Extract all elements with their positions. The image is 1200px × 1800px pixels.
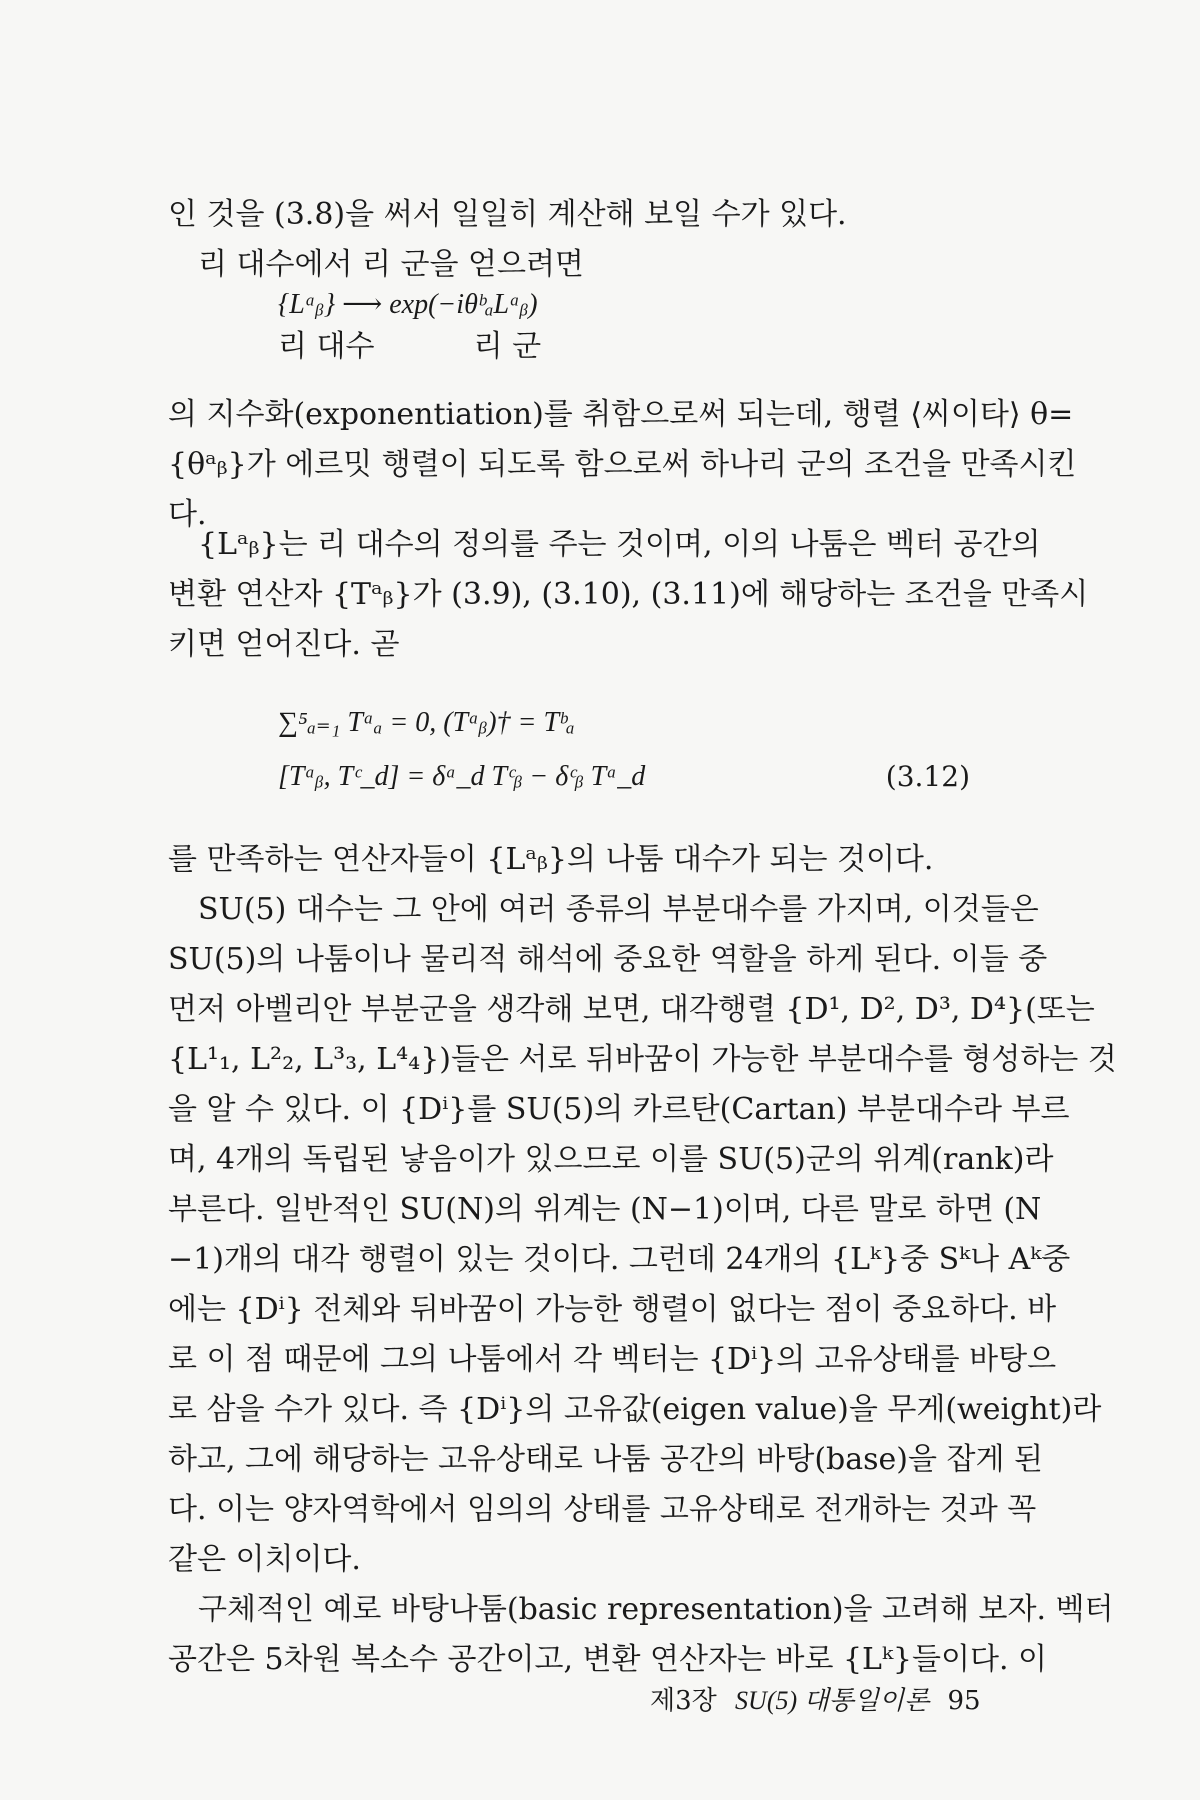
- text-line: 먼저 아벨리안 부분군을 생각해 보면, 대각행렬 {D¹, D², D³, D⁴}(또는: [168, 992, 1095, 1027]
- text-line: 공간은 5차원 복소수 공간이고, 변환 연산자는 바로 {Lᵏ}들이다. 이: [168, 1642, 1048, 1677]
- equation-row: {Lᵃᵦ} ⟶ exp(−iθᵇₐLᵃᵦ): [278, 289, 538, 320]
- text-line: SU(5) 대수는 그 안에 여러 종류의 부분대수를 가지며, 이것들은: [168, 892, 1039, 927]
- equation-number: (3.12): [885, 760, 970, 793]
- text-line: 부른다. 일반적인 SU(N)의 위계는 (N−1)이며, 다른 말로 하면 (N: [168, 1192, 1042, 1227]
- text-line: 다.: [168, 497, 207, 532]
- page-footer: [650, 1680, 1010, 1717]
- text-line: 하고, 그에 해당하는 고유상태로 나툼 공간의 바탕(base)을 잡게 된: [168, 1442, 1043, 1477]
- text-line: 를 만족하는 연산자들이 {Lᵃᵦ}의 나툼 대수가 되는 것이다.: [168, 842, 934, 877]
- text-line: 구체적인 예로 바탕나툼(basic representation)을 고려해 보자. 벡터: [168, 1592, 1114, 1627]
- chapter-title: SU(5) 대통일이론: [735, 1686, 930, 1715]
- text-line: SU(5)의 나툼이나 물리적 해석에 중요한 역할을 하게 된다. 이들 중: [168, 942, 1048, 977]
- caption-lie-algebra: 리 대수: [278, 329, 375, 364]
- text-line: 같은 이치이다.: [168, 1542, 361, 1577]
- definition-paragraph: [168, 520, 1089, 670]
- text-line: 며, 4개의 독립된 낳음이가 있으므로 이를 SU(5)군의 위계(rank)라: [168, 1142, 1054, 1177]
- text-line: 리 대수에서 리 군을 얻으려면: [168, 247, 584, 282]
- main-paragraph: [168, 835, 1117, 1685]
- text-line: 로 이 점 때문에 그의 나툼에서 각 벡터는 {Dⁱ}의 고유상태를 바탕으: [168, 1342, 1057, 1377]
- text-line: 로 삼을 수가 있다. 즉 {Dⁱ}의 고유값(eigen value)을 무게(weight)라: [168, 1392, 1102, 1427]
- equation-row: ∑⁵ₐ₌₁ Tᵃₐ = 0, (Tᵃᵦ)† = Tᵇₐ: [278, 707, 575, 738]
- page-number: 95: [947, 1686, 981, 1716]
- text-line: 의 지수화(exponentiation)를 취함으로써 되는데, 행렬 ⟨씨이타⟩ θ=: [168, 397, 1074, 432]
- equation-captions: [278, 322, 541, 372]
- chapter-label: 제3장: [650, 1686, 717, 1716]
- text-line: 에는 {Dⁱ} 전체와 뒤바꿈이 가능한 행렬이 없다는 점이 중요하다. 바: [168, 1292, 1057, 1327]
- text-line: {Lᵃᵦ}는 리 대수의 정의를 주는 것이며, 이의 나툼은 벡터 공간의: [168, 527, 1041, 562]
- intro-paragraph: [168, 190, 1008, 290]
- text-line: 키면 얻어진다. 곧: [168, 627, 400, 662]
- text-line: {L¹₁, L²₂, L³₃, L⁴₄})들은 서로 뒤바꿈이 가능한 부분대수를 형성하는 것: [168, 1042, 1117, 1077]
- text-line: {θᵃᵦ}가 에르밋 행렬이 되도록 함으로써 하나리 군의 조건을 만족시킨: [168, 447, 1077, 482]
- equation-row: [Tᵃᵦ, Tᶜ_d] = δᵃ_d Tᶜᵦ − δᶜᵦ Tᵃ_d: [278, 761, 646, 792]
- text-line: −1)개의 대각 행렬이 있는 것이다. 그런데 24개의 {Lᵏ}중 Sᵏ나 Aᵏ중: [168, 1242, 1071, 1277]
- text-line: 다. 이는 양자역학에서 임의의 상태를 고유상태로 전개하는 것과 꼭: [168, 1492, 1037, 1527]
- caption-lie-group: 리 군: [473, 329, 542, 364]
- text-line: 을 알 수 있다. 이 {Dⁱ}를 SU(5)의 카르탄(Cartan) 부분대수라 부르: [168, 1092, 1070, 1127]
- text-line: 인 것을 (3.8)을 써서 일일히 계산해 보일 수가 있다.: [168, 197, 847, 232]
- exponentiation-paragraph: [168, 390, 1077, 540]
- text-line: 변환 연산자 {Tᵃᵦ}가 (3.9), (3.10), (3.11)에 해당하는 조건을 만족시: [168, 577, 1089, 612]
